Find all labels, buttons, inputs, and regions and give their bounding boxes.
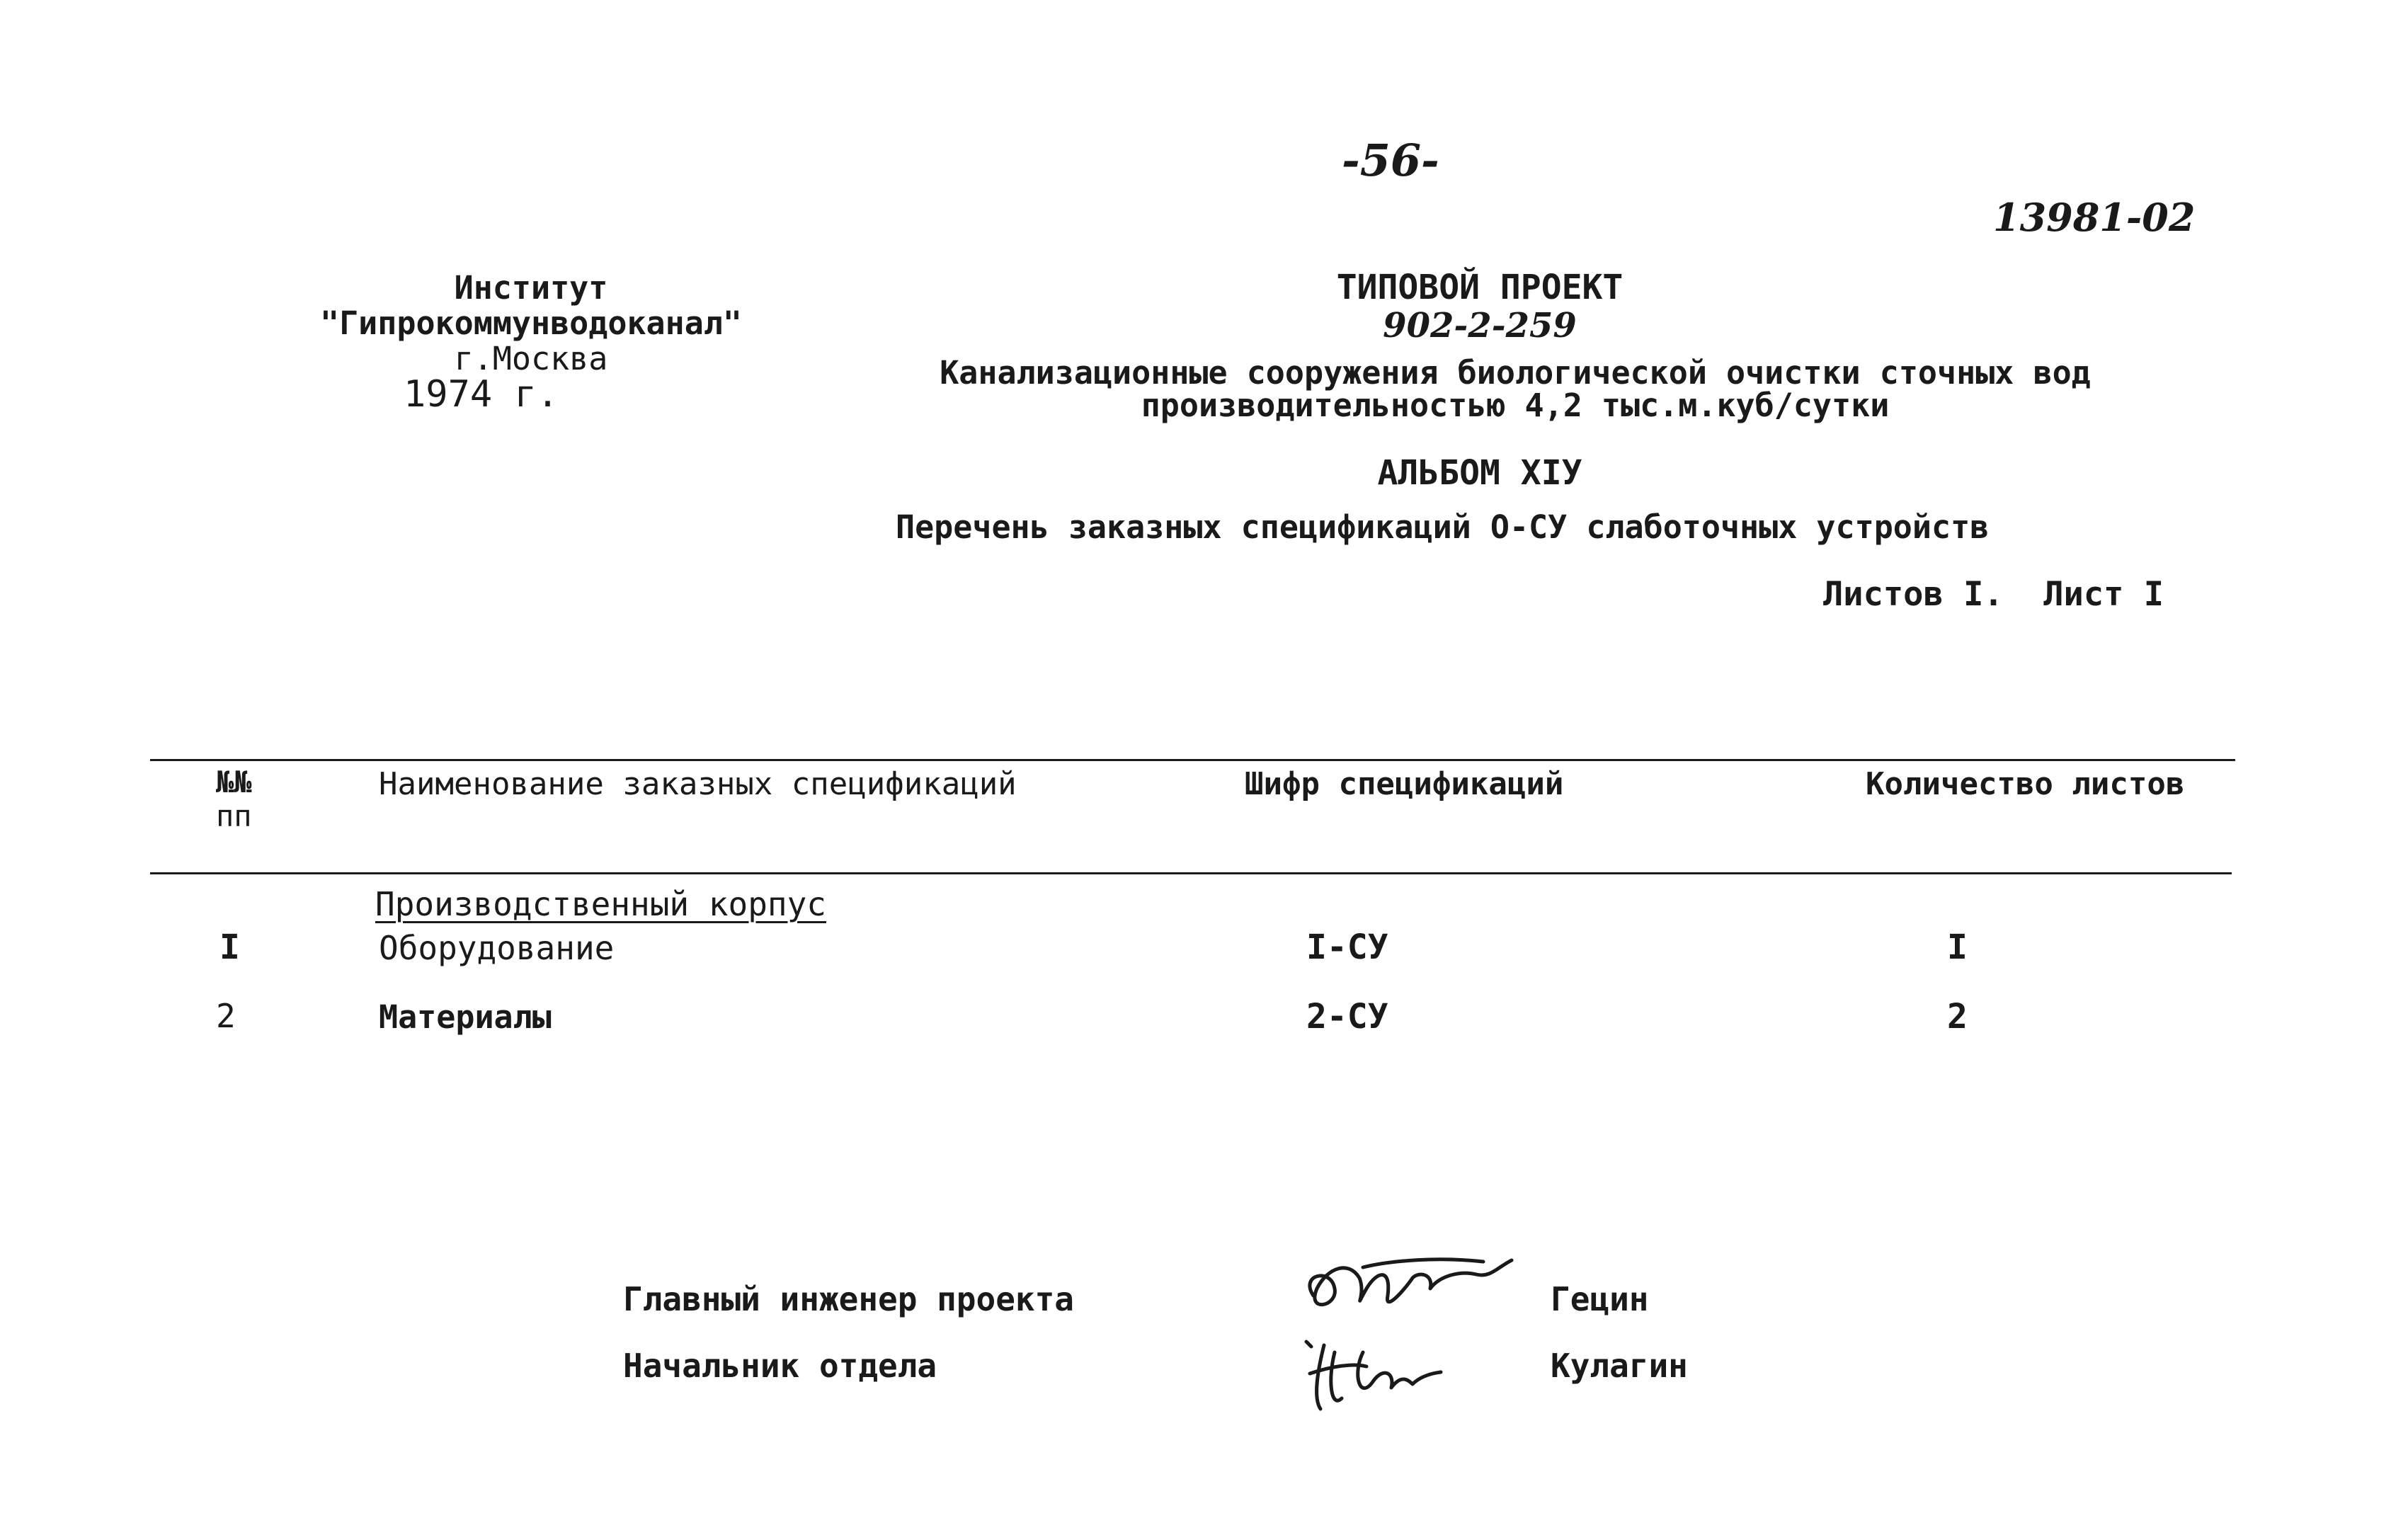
album-title: АЛЬБОМ XIУ: [1377, 453, 1582, 493]
header-name: Наименование заказных спецификаций: [379, 766, 1017, 802]
header-num: №№: [216, 765, 252, 799]
institute-name: "Гипрокоммунводоканал": [319, 304, 743, 342]
project-title-line2: производительностью 4,2 тыс.м.куб/сутки: [1141, 387, 1890, 424]
row-qty: 2: [1947, 997, 1968, 1037]
header-code: Шифр спецификаций: [1245, 766, 1564, 802]
signature-chief-engineer: [1299, 1246, 1526, 1324]
institute-block: [297, 269, 765, 416]
row-number: 2: [216, 997, 236, 1035]
section-heading: Производственный корпус: [375, 885, 826, 923]
table-top-rule: [150, 759, 2235, 761]
row-number: I: [219, 927, 240, 967]
header-qty: Количество листов: [1866, 766, 2185, 802]
row-name: Материалы: [379, 998, 552, 1036]
signature-role-chief-engineer: Главный инженер проекта: [623, 1280, 1074, 1318]
list-title: Перечень заказных спецификаций О-СУ слаботочных устройств: [896, 508, 1990, 546]
table-row: [0, 927, 2408, 970]
signature-department-head: [1296, 1331, 1451, 1423]
project-title-line1: Канализационные сооружения биологической очистки сточных вод: [940, 354, 2091, 392]
sheets-info: Листов I. Лист I: [1823, 575, 2164, 614]
row-code: I-СУ: [1306, 927, 1388, 967]
signature-name-chief-engineer: Гецин: [1551, 1280, 1649, 1318]
signature-role-department-head: Начальник отдела: [623, 1347, 937, 1385]
project-number: 902-2-259: [1383, 306, 1577, 346]
signature-name-department-head: Кулагин: [1551, 1347, 1688, 1385]
table-row: [0, 997, 2408, 1039]
project-type: ТИПОВОЙ ПРОЕКТ: [1336, 268, 1624, 307]
institute-year: 1974 г.: [404, 373, 559, 416]
institute-label: Институт: [454, 269, 608, 307]
row-qty: I: [1947, 927, 1968, 967]
header-num-sub: пп: [216, 799, 252, 833]
row-name: Оборудование: [379, 929, 615, 967]
table-header-rule: [150, 872, 2232, 874]
institute-city: г.Москва: [454, 340, 608, 377]
row-code: 2-СУ: [1306, 997, 1388, 1037]
document-code: 13981-02: [1993, 195, 2196, 240]
page-number: -56-: [1342, 135, 1439, 186]
